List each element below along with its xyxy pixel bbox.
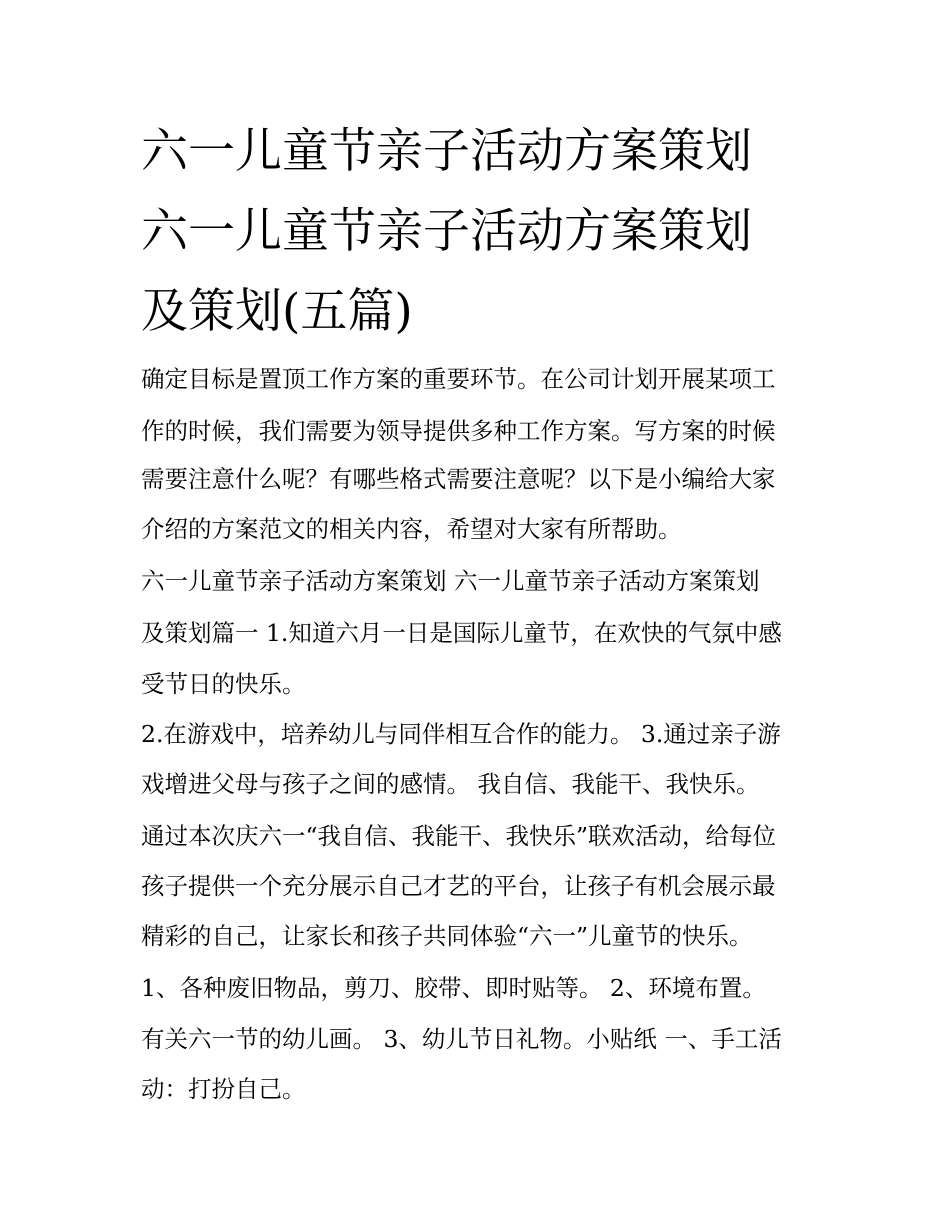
- body-text-line: 有关六一节的幼儿画。 3、幼儿节日礼物。小贴纸 一、手工活: [141, 1025, 782, 1053]
- body-text-line: 动：打扮自己。: [141, 1075, 306, 1103]
- document-title: [141, 112, 821, 352]
- body-text-line: 作的时候，我们需要为领导提供多种工作方案。写方案的时候: [141, 417, 776, 445]
- body-text-line: 孩子提供一个充分展示自己才艺的平台，让孩子有机会展示最: [141, 872, 776, 900]
- body-text-line: 六一儿童节亲子活动方案策划 六一儿童节亲子活动方案策划: [141, 567, 760, 595]
- title-line: 及策划(五篇): [141, 284, 413, 339]
- body-text-line: 需要注意什么呢？有哪些格式需要注意呢？以下是小编给大家: [141, 465, 776, 493]
- body-text-line: 1、各种废旧物品，剪刀、胶带、即时贴等。 2、环境布置。: [141, 974, 766, 1002]
- title-line: 六一儿童节亲子活动方案策划: [141, 204, 752, 259]
- body-text-line: 及策划篇一 1.知道六月一日是国际儿童节，在欢快的气氛中感: [141, 619, 782, 647]
- body-text-line: 精彩的自己，让家长和孩子共同体验“六一”儿童节的快乐。: [141, 922, 753, 950]
- body-text-line: 通过本次庆六一“我自信、我能干、我快乐”联欢活动，给每位: [141, 822, 777, 850]
- body-text-line: 2.在游戏中，培养幼儿与同伴相互合作的能力。 3.通过亲子游: [141, 720, 781, 748]
- body-text-line: 受节日的快乐。: [141, 670, 306, 698]
- title-line: 六一儿童节亲子活动方案策划: [141, 124, 752, 179]
- body-text-line: 介绍的方案范文的相关内容，希望对大家有所帮助。: [141, 515, 682, 543]
- body-text-line: 戏增进父母与孩子之间的感情。 我自信、我能干、我快乐。: [141, 770, 760, 798]
- body-text-line: 确定目标是置顶工作方案的重要环节。在公司计划开展某项工: [141, 365, 776, 393]
